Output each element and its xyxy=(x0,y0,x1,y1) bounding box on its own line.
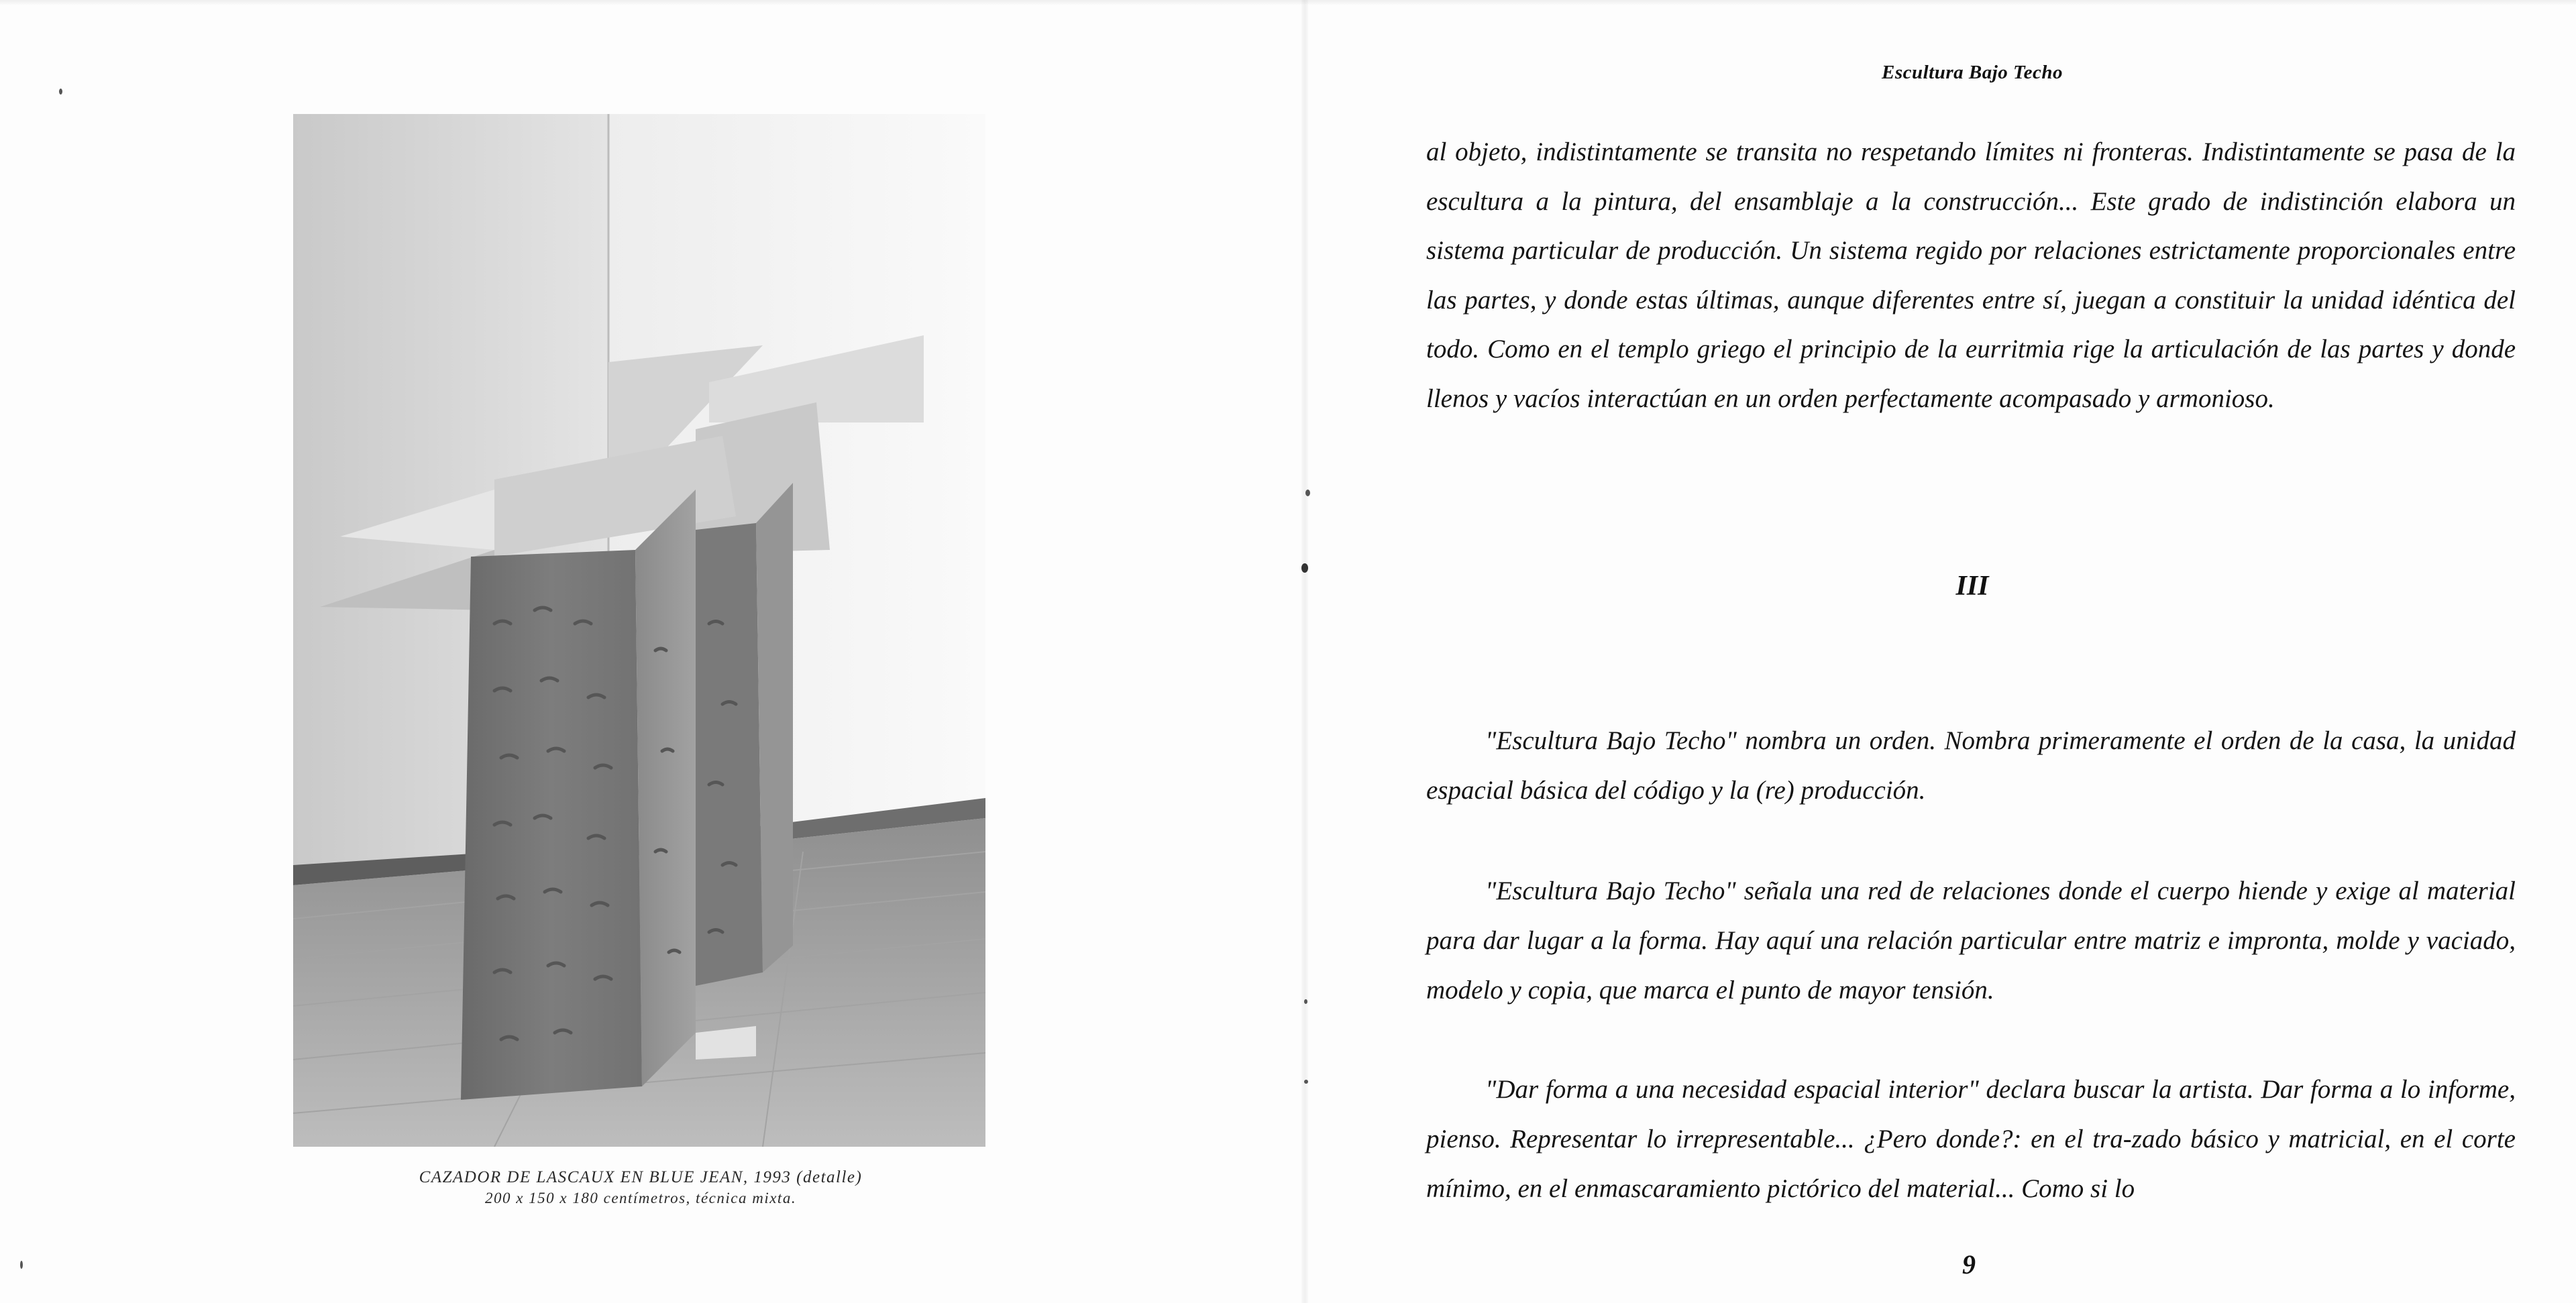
section-number: III xyxy=(1955,571,1989,602)
body-paragraph-3 xyxy=(1426,866,2516,1015)
caption-title: CAZADOR DE LASCAUX EN BLUE JEAN, 1993 (detalle) xyxy=(419,1168,863,1186)
paragraph-text: "Escultura Bajo Techo" nombra un orden. Nombra primeramente el orden de la casa, la unidad espacial básica del código y la (re) producción. xyxy=(1426,726,2516,805)
spread-fold xyxy=(1301,0,1308,1303)
running-head: Escultura Bajo Techo xyxy=(1882,62,2063,83)
body-paragraph-2 xyxy=(1426,716,2516,815)
body-paragraph-4 xyxy=(1426,1065,2516,1214)
scan-speck xyxy=(20,1261,23,1269)
paragraph-text: "Dar forma a una necesidad espacial interior" declara buscar la artista. Dar forma a lo informe, pienso. Representar lo irrepresentable... ¿Pero donde?: en el tra-zado básico y matricial, en el corte mínimo, en el enmascaramiento pictórico del material... Como si lo xyxy=(1426,1075,2516,1203)
scan-speck xyxy=(1304,1080,1308,1084)
page-top-edge xyxy=(0,0,2576,5)
body-paragraph-1 xyxy=(1426,127,2516,423)
caption-details: 200 x 150 x 180 centímetros, técnica mixta. xyxy=(484,1190,797,1206)
paragraph-text: al objeto, indistintamente se transita no respetando límites ni fronteras. Indistintamente se pasa de la escultura a la pintura, del ensamblaje a la construcción... Este grado de indistinción elabora un sistema particular de producción. Un sistema regido por relaciones estrictamente proporcionales entre las partes, y donde estas últimas, aunque diferentes entre sí, juegan a constituir la unidad idéntica del todo. Como en el templo griego el principio de la eurritmia rige la articulación de las partes y donde llenos y vacíos interactúan en un orden perfectamente acompasado y armonioso. xyxy=(1426,137,2516,413)
page-number: 9 xyxy=(1962,1249,1976,1280)
scan-speck xyxy=(1301,563,1308,573)
sculpture-photograph-icon xyxy=(293,114,985,1147)
photo-caption xyxy=(295,1167,986,1208)
paragraph-text: "Escultura Bajo Techo" señala una red de relaciones donde el cuerpo hiende y exige al material para dar lugar a la forma. Hay aquí una relación particular entre matriz e impronta, molde y vaciado, modelo y copia, que marca el punto de mayor tensión. xyxy=(1426,876,2516,1005)
scan-speck xyxy=(1305,490,1310,496)
scan-speck xyxy=(1304,999,1307,1004)
sculpture-photograph xyxy=(293,114,985,1147)
scan-speck xyxy=(59,89,62,95)
